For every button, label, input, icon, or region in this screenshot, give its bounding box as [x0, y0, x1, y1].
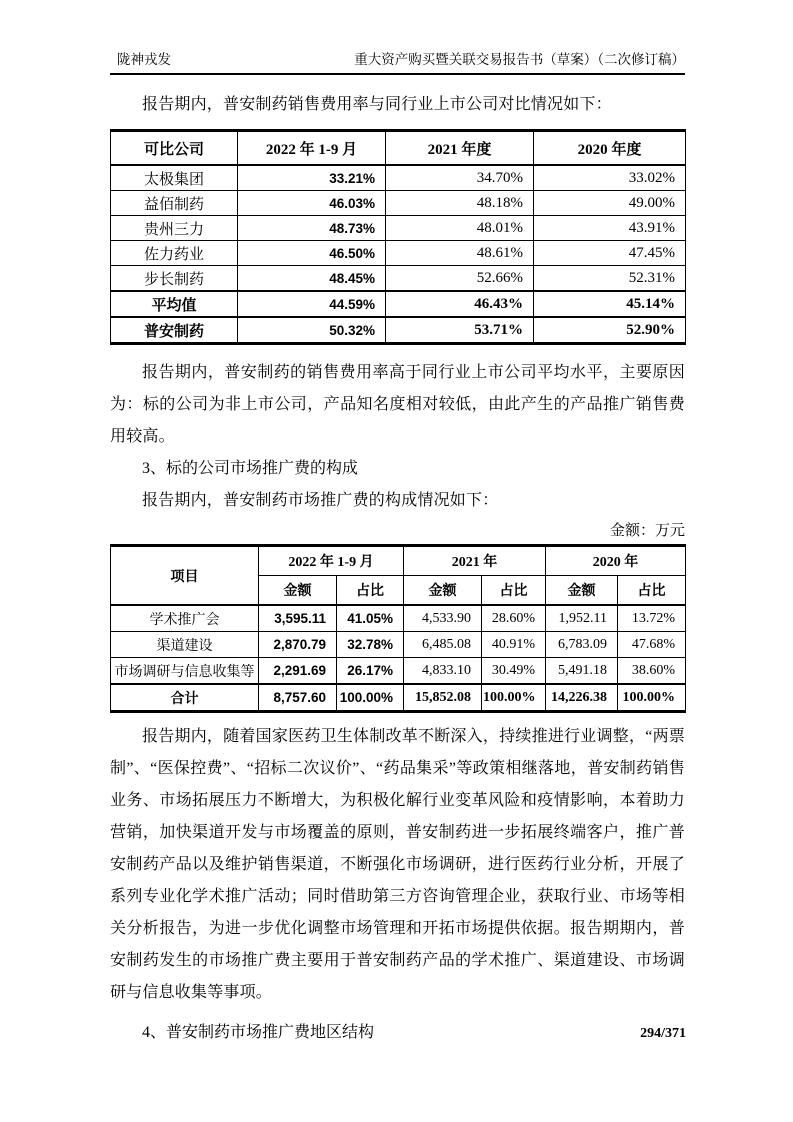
amount-2021-cell: 6,485.08 [404, 632, 482, 658]
table2-header-2022: 2022 年 1-9 月 [259, 546, 404, 576]
ratio-2022-cell: 33.21% [238, 165, 386, 191]
table2-subheader-amount-2020: 金额 [546, 576, 618, 606]
table1-header-2020: 2020 年度 [534, 131, 686, 166]
ratio-2021-cell: 46.43% [386, 291, 534, 317]
table2-row [111, 605, 686, 632]
page-header [110, 0, 685, 75]
table1-row [111, 165, 686, 191]
header-report-title: 重大资产购买暨关联交易报告书（草案）（二次修订稿） [354, 52, 685, 67]
ratio-2022-cell: 32.78% [337, 632, 404, 658]
table2-subheader-ratio-2020: 占比 [618, 576, 686, 606]
table2-header [111, 546, 686, 606]
ratio-2021-cell: 30.49% [482, 658, 546, 685]
amount-2022-cell: 8,757.60 [259, 684, 337, 712]
promotion-fee-composition-table [110, 544, 686, 713]
table1-header-company: 可比公司 [111, 131, 238, 166]
ratio-2020-cell: 45.14% [534, 291, 686, 317]
ratio-2022-cell: 46.50% [238, 241, 386, 266]
table2-subheader-ratio-2022: 占比 [337, 576, 404, 606]
ratio-2022-cell: 41.05% [337, 605, 404, 632]
ratio-2022-cell: 100.00% [337, 684, 404, 712]
ratio-2021-cell: 52.66% [386, 266, 534, 292]
ratio-2021-cell: 34.70% [386, 165, 534, 191]
table2-row [111, 632, 686, 658]
sales-expense-ratio-table [110, 129, 686, 345]
ratio-2021-cell: 100.00% [482, 684, 546, 712]
page-number: 294/371 [640, 1026, 686, 1041]
ratio-2020-cell: 47.68% [618, 632, 686, 658]
company-name-cell: 佐力药业 [111, 241, 238, 266]
analysis-paragraph: 报告期内，普安制药的销售费用率高于同行业上市公司平均水平，主要原因为：标的公司为非上市公司，产品知名度相对较低，由此产生的产品推广销售费用较高。 [110, 364, 685, 445]
ratio-2020-cell: 100.00% [618, 684, 686, 712]
ratio-2020-cell: 52.31% [534, 266, 686, 292]
company-name-cell: 普安制药 [111, 317, 238, 344]
ratio-2021-cell: 48.01% [386, 216, 534, 241]
section-heading-3: 3、标的公司市场推广费的构成 [142, 460, 359, 477]
amount-2020-cell: 5,491.18 [546, 658, 618, 685]
unit-note: 金额：万元 [609, 523, 685, 539]
company-name-cell: 太极集团 [111, 165, 238, 191]
table1-header-row [111, 131, 686, 166]
ratio-2022-cell: 48.73% [238, 216, 386, 241]
header-company-name: 陇神戎发 [117, 52, 171, 67]
table2-subheader-amount-2022: 金额 [259, 576, 337, 606]
table1-row [111, 317, 686, 344]
table1-row [111, 291, 686, 317]
ratio-2020-cell: 13.72% [618, 605, 686, 632]
amount-2020-cell: 14,226.38 [546, 684, 618, 712]
amount-2022-cell: 2,291.69 [259, 658, 337, 685]
table2-header-row-years [111, 546, 686, 576]
page-content [110, 0, 685, 1049]
ratio-2020-cell: 43.91% [534, 216, 686, 241]
company-name-cell: 步长制药 [111, 266, 238, 292]
section-heading-4: 4、普安制药市场推广费地区结构 [142, 1024, 375, 1041]
amount-2021-cell: 4,833.10 [404, 658, 482, 685]
ratio-2020-cell: 52.90% [534, 317, 686, 344]
company-name-cell: 平均值 [111, 291, 238, 317]
company-name-cell: 贵州三力 [111, 216, 238, 241]
ratio-2020-cell: 38.60% [618, 658, 686, 685]
table1-header-row [111, 131, 686, 166]
amount-2020-cell: 1,952.11 [546, 605, 618, 632]
ratio-2020-cell: 49.00% [534, 191, 686, 216]
table2-row [111, 684, 686, 712]
amount-2021-cell: 15,852.08 [404, 684, 482, 712]
ratio-2021-cell: 28.60% [482, 605, 546, 632]
policy-paragraph: 报告期内，随着国家医药卫生体制改革不断深入，持续推进行业调整，“两票制”、“医保控费”、“招标二次议价”、“药品集采”等政策相继落地，普安制药销售业务、市场拓展压力不断增大，为积极化解行业变革风险和疫情影响，本着助力营销，加快渠道开发与市场覆盖的原则，普安制药进一步拓展终端客户，推广普安制药产品以及维护销售渠道，不断强化市场调研，进行医药行业分析，开展了系列专业化学术推广活动；同时借助第三方咨询管理企业，获取行业、市场等相关分析报告，为进一步优化调整市场管理和开拓市场提供依据。报告期期内，普安制药发生的市场推广费主要用于普安制药产品的学术推广、渠道建设、市场调研与信息收集等事项。 [110, 728, 685, 1001]
item-name-cell: 渠道建设 [111, 632, 259, 658]
ratio-2022-cell: 48.45% [238, 266, 386, 292]
table2-intro-paragraph: 报告期内，普安制药市场推广费的构成情况如下： [142, 492, 499, 509]
table2-header-2021: 2021 年 [404, 546, 546, 576]
amount-2020-cell: 6,783.09 [546, 632, 618, 658]
table1-header-2021: 2021 年度 [386, 131, 534, 166]
table1-row [111, 216, 686, 241]
amount-2022-cell: 3,595.11 [259, 605, 337, 632]
ratio-2022-cell: 26.17% [337, 658, 404, 685]
amount-2021-cell: 4,533.90 [404, 605, 482, 632]
ratio-2021-cell: 48.61% [386, 241, 534, 266]
table1-row [111, 241, 686, 266]
table1-header-2022: 2022 年 1-9 月 [238, 131, 386, 166]
item-name-cell: 学术推广会 [111, 605, 259, 632]
ratio-2022-cell: 46.03% [238, 191, 386, 216]
company-name-cell: 益佰制药 [111, 191, 238, 216]
amount-2022-cell: 2,870.79 [259, 632, 337, 658]
ratio-2020-cell: 33.02% [534, 165, 686, 191]
table2-subheader-amount-2021: 金额 [404, 576, 482, 606]
item-name-cell: 市场调研与信息收集等 [111, 658, 259, 685]
ratio-2022-cell: 44.59% [238, 291, 386, 317]
ratio-2021-cell: 53.71% [386, 317, 534, 344]
table1-row [111, 266, 686, 292]
ratio-2020-cell: 47.45% [534, 241, 686, 266]
table2-row [111, 658, 686, 685]
table2-header-item: 项目 [111, 546, 259, 606]
intro-paragraph: 报告期内，普安制药销售费用率与同行业上市公司对比情况如下： [142, 96, 612, 113]
item-name-cell: 合计 [111, 684, 259, 712]
ratio-2022-cell: 50.32% [238, 317, 386, 344]
table2-header-2020: 2020 年 [546, 546, 686, 576]
ratio-2021-cell: 40.91% [482, 632, 546, 658]
table1-row [111, 191, 686, 216]
table2-subheader-ratio-2021: 占比 [482, 576, 546, 606]
ratio-2021-cell: 48.18% [386, 191, 534, 216]
